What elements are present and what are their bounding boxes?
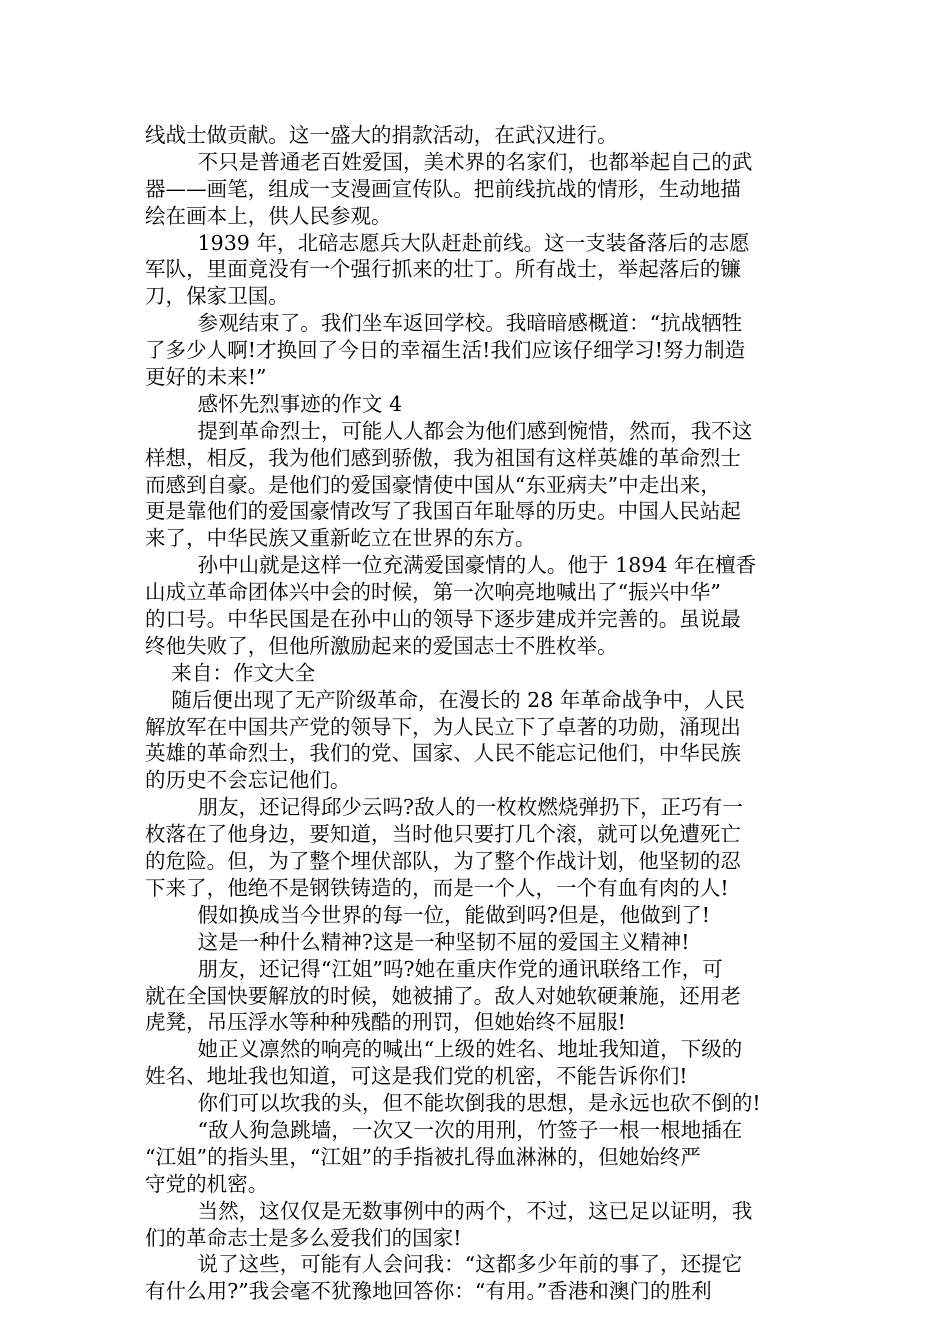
text-line: 终他失败了，但他所激励起来的爱国志士不胜枚举。 [145, 633, 618, 658]
text-line: 线战士做贡献。这一盛大的捐款活动，在武汉进行。 [145, 123, 618, 147]
text-line: 当然，这仅仅是无数事例中的两个，不过，这已足以证明，我 [145, 1198, 753, 1223]
text-line: 来了，中华民族又重新屹立在世界的东方。 [145, 526, 536, 551]
text-line: 参观结束了。我们坐车返回学校。我暗暗感概道：“抗战牺牲 [145, 311, 743, 336]
text-line: 的历史不会忘记他们。 [145, 768, 351, 793]
text-line: 山成立革命团体兴中会的时候，第一次响亮地喊出了“振兴中华” [145, 580, 721, 605]
text-line: 朋友，还记得邱少云吗?敌人的一枚枚燃烧弹扔下，正巧有一 [145, 795, 743, 820]
text-line: 下来了，他绝不是钢铁铸造的，而是一个人，一个有血有肉的人! [145, 875, 729, 900]
text-line: 姓名、地址我也知道，可这是我们党的机密，不能告诉你们! [145, 1064, 688, 1089]
text-line: 刀，保家卫国。 [145, 284, 289, 309]
text-line: 的口号。中华民国是在孙中山的领导下逐步建成并完善的。虽说最 [145, 607, 741, 632]
text-line: 说了这些，可能有人会问我：“这都多少年前的事了，还提它 [145, 1252, 743, 1277]
text-line: “敌人狗急跳墙，一次又一次的用刑，竹签子一根一根地插在 [145, 1117, 743, 1142]
essay-body [145, 122, 810, 1305]
text-line: 军队，里面竟没有一个强行抓来的壮丁。所有战士，举起落后的镰 [145, 257, 741, 282]
source-note: 来自：作文大全 [145, 660, 316, 685]
text-line: 了多少人啊!才换回了今日的幸福生活!我们应该仔细学习!努力制造 [145, 338, 746, 363]
text-line: 1939 年，北碚志愿兵大队赶赴前线。这一支装备落后的志愿 [145, 230, 750, 255]
text-line: 虎凳，吊压浮水等种种残酷的刑罚，但她始终不屈服! [145, 1010, 626, 1035]
text-line: 而感到自豪。是他们的爱国豪情使中国从“东亚病夫”中走出来， [145, 472, 721, 497]
text-line: 更是靠他们的爱国豪情改写了我国百年耻辱的历史。中国人民站起 [145, 499, 741, 524]
text-line: 绘在画本上，供人民参观。 [145, 203, 392, 228]
text-line: 英雄的革命烈士，我们的党、国家、人民不能忘记他们，中华民族 [145, 741, 741, 766]
text-line: “江姐”的指头里，“江姐”的手指被扎得血淋淋的，但她始终严 [145, 1144, 701, 1169]
text-line: 样想，相反，我为他们感到骄傲，我为祖国有这样英雄的革命烈士 [145, 445, 741, 470]
text-line: 有什么用?”我会毫不犹豫地回答你：“有用。”香港和澳门的胜利 [145, 1279, 712, 1304]
text-line: 这是一种什么精神?这是一种坚韧不屈的爱国主义精神! [145, 929, 690, 954]
text-line: 她正义凛然的响亮的喊出“上级的姓名、地址我知道，下级的 [145, 1037, 743, 1062]
text-line: 守党的机密。 [145, 1171, 269, 1196]
text-line: 随后便出现了无产阶级革命，在漫长的 28 年革命战争中，人民 [145, 687, 745, 712]
text-line: 们的革命志士是多么爱我们的国家! [145, 1225, 462, 1250]
text-line: 朋友，还记得“江姐”吗?她在重庆作党的通讯联络工作，可 [145, 956, 723, 981]
text-line: 的危险。但，为了整个埋伏部队，为了整个作战计划，他坚韧的忍 [145, 849, 741, 874]
text-line: 更好的未来!” [145, 365, 267, 390]
text-line: 假如换成当今世界的每一位，能做到吗?但是，他做到了! [145, 902, 711, 927]
text-line: 你们可以坎我的头，但不能坎倒我的思想，是永远也砍不倒的! [145, 1091, 761, 1116]
text-line: 孙中山就是这样一位充满爱国豪情的人。他于 1894 年在檀香 [145, 553, 757, 578]
text-line: 枚落在了他身边，要知道，当时他只要打几个滚，就可以免遭死亡 [145, 822, 741, 847]
text-line: 器——画笔，组成一支漫画宣传队。把前线抗战的情形，生动地描 [145, 176, 741, 201]
text-line: 不只是普通老百姓爱国，美术界的名家们，也都举起自己的武 [145, 149, 753, 174]
text-line: 提到革命烈士，可能人人都会为他们感到惋惜，然而，我不这 [145, 418, 753, 443]
section-heading: 感怀先烈事迹的作文 4 [145, 391, 403, 416]
text-line: 解放军在中国共产党的领导下，为人民立下了卓著的功勋，涌现出 [145, 714, 741, 739]
text-line: 就在全国快要解放的时候，她被捕了。敌人对她软硬兼施，还用老 [145, 983, 741, 1008]
